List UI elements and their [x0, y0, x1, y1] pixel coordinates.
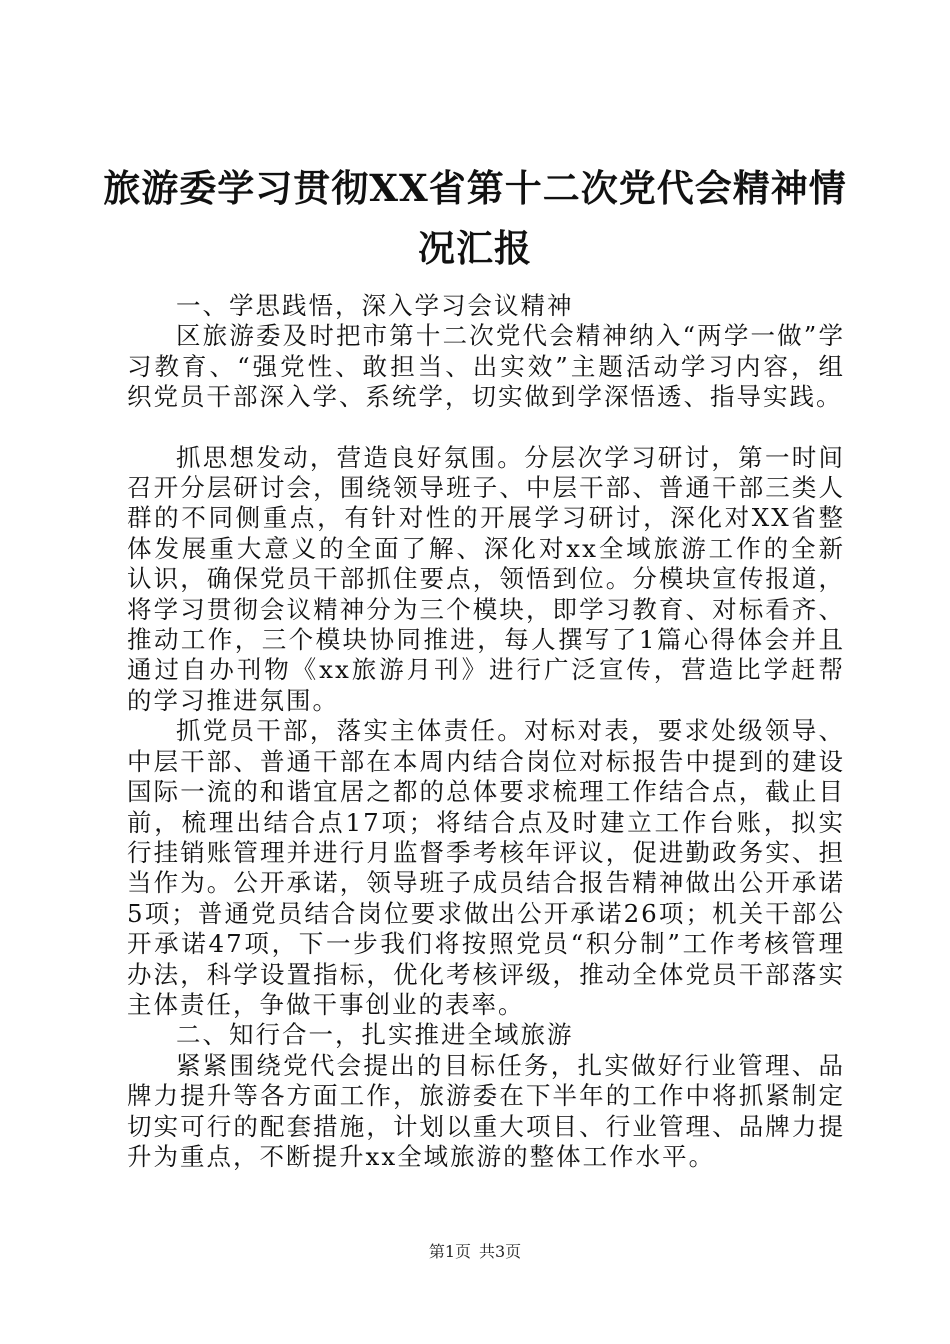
page-footer [0, 1242, 950, 1262]
page-total: 共3页 [479, 1242, 522, 1261]
title-line-1: 旅游委学习贯彻XX省第十二次党代会精神情 [103, 166, 847, 210]
section-heading-1: 一、学思践悟，深入学习会议精神 [176, 291, 574, 320]
page-number: 第1页 [428, 1242, 471, 1261]
document-body [127, 291, 845, 1172]
paragraph-responsibility: 抓党员干部，落实主体责任。对标对表，要求处级领导、中层干部、普通干部在本周内结合岗位对标报告中提到的建设国际一流的和谐宜居之都的总体要求梳理工作结合点，截止目前，梳理出结合点17项；将结合点及时建立工作台账，拟实行挂销账管理并进行月监督季考核年评议，促进勤政务实、担当作为。公开承诺，领导班子成员结合报告精神做出公开承诺5项；普通党员结合岗位要求做出公开承诺26项；机关干部公开承诺47项，下一步我们将按照党员“积分制”工作考核管理办法，科学设置指标，优化考核评级，推动全体党员干部落实主体责任，争做干事创业的表率。 [127, 716, 845, 1019]
title-line-2: 况汇报 [418, 226, 532, 270]
document-title [100, 158, 850, 278]
paragraph-intro: 区旅游委及时把市第十二次党代会精神纳入“两学一做”学习教育、“强党性、敢担当、出实效”主题活动学习内容，组织党员干部深入学、系统学，切实做到学深悟透、指导实践。 [127, 321, 845, 412]
section-heading-2: 二、知行合一，扎实推进全域旅游 [176, 1020, 574, 1050]
paragraph-ideology: 抓思想发动，营造良好氛围。分层次学习研讨，第一时间召开分层研讨会，围绕领导班子、中层干部、普通干部三类人群的不同侧重点，有针对性的开展学习研讨，深化对XX省整体发展重大意义的全面了解、深化对xx全域旅游工作的全新认识，确保党员干部抓住要点，领悟到位。分模块宣传报道，将学习贯彻会议精神分为三个模块，即学习教育、对标看齐、推动工作，三个模块协同推进，每人撰写了1篇心得体会并且通过自办刊物《xx旅游月刊》进行广泛宣传，营造比学赶帮的学习推进氛围。 [127, 442, 845, 715]
paragraph-tourism: 紧紧围绕党代会提出的目标任务，扎实做好行业管理、品牌力提升等各方面工作，旅游委在下半年的工作中将抓紧制定切实可行的配套措施，计划以重大项目、行业管理、品牌力提升为重点，不断提升xx全域旅游的整体工作水平。 [127, 1050, 845, 1171]
